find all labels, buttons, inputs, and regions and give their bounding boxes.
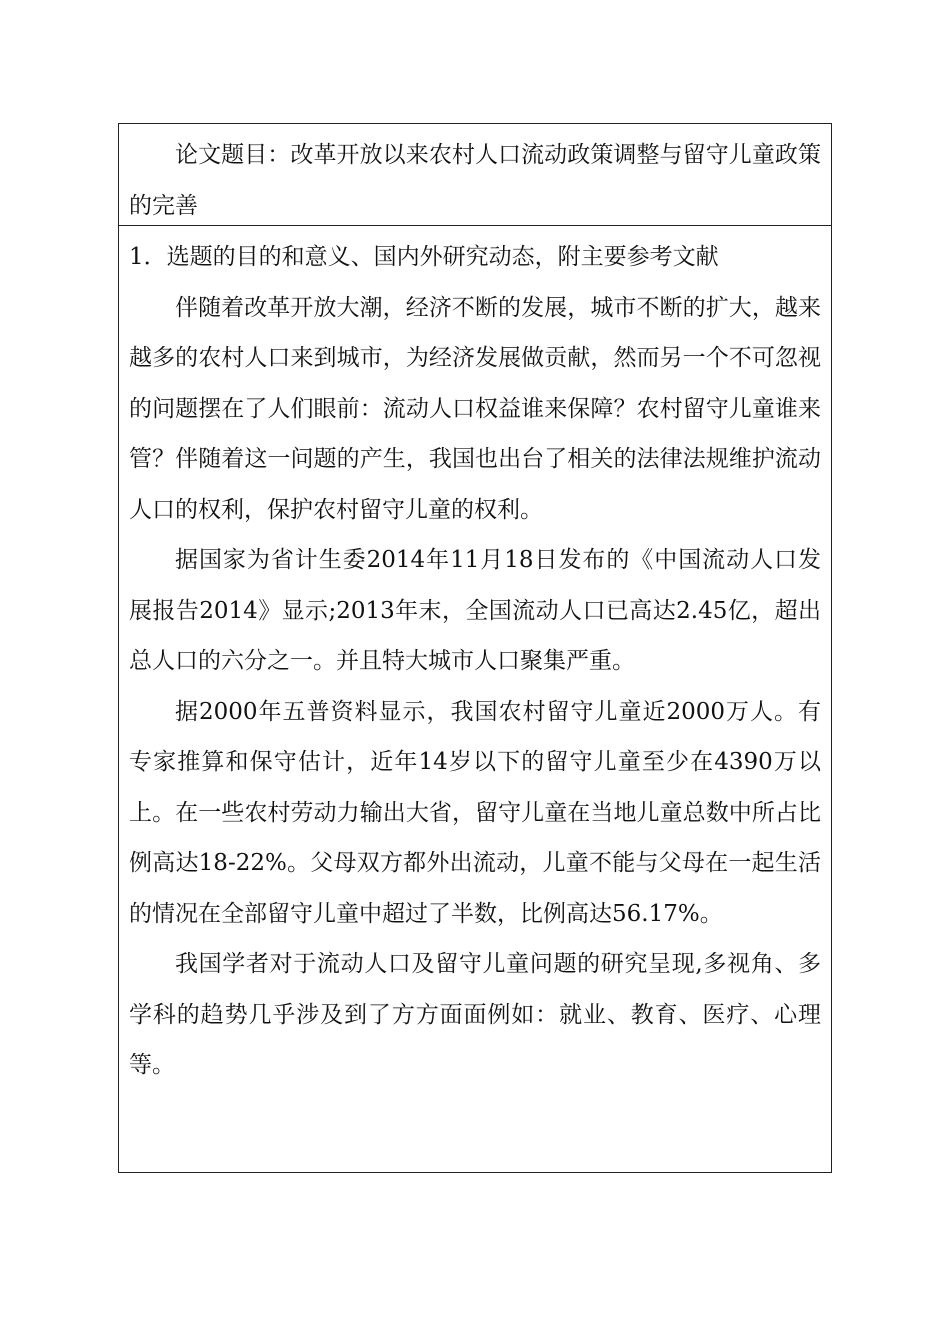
paragraph-2: 据国家为省计生委2014年11月18日发布的《中国流动人口发展报告2014》显示;2013年末，全国流动人口已高达2.45亿，超出总人口的六分之一。并且特大城市人口聚集严重。	[129, 547, 821, 674]
title-cell	[119, 124, 831, 225]
paragraph-1: 伴随着改革开放大潮，经济不断的发展，城市不断的扩大，越来越多的农村人口来到城市，为经济发展做贡献，然而另一个不可忽视的问题摆在了人们眼前：流动人口权益谁来保障？农村留守儿童谁来管？伴随着这一问题的产生，我国也出台了相关的法律法规维护流动人口的权利，保护农村留守儿童的权利。	[129, 294, 821, 523]
content-cell	[119, 225, 831, 1172]
proposal-table	[118, 123, 832, 1173]
paragraph-4: 我国学者对于流动人口及留守儿童问题的研究呈现,多视角、多学科的趋势几乎涉及到了方方面面例如：就业、教育、医疗、心理等。	[129, 951, 821, 1078]
section-heading: 1．选题的目的和意义、国内外研究动态，附主要参考文献	[129, 244, 719, 270]
thesis-title: 论文题目：改革开放以来农村人口流动政策调整与留守儿童政策的完善	[129, 142, 821, 219]
paragraph-3: 据2000年五普资料显示，我国农村留守儿童近2000万人。有专家推算和保守估计，近年14岁以下的留守儿童至少在4390万以上。在一些农村劳动力输出大省，留守儿童在当地儿童总数中所占比例高达18-22%。父母双方都外出流动，儿童不能与父母在一起生活的情况在全部留守儿童中超过了半数，比例高达56.17%。	[129, 698, 821, 927]
